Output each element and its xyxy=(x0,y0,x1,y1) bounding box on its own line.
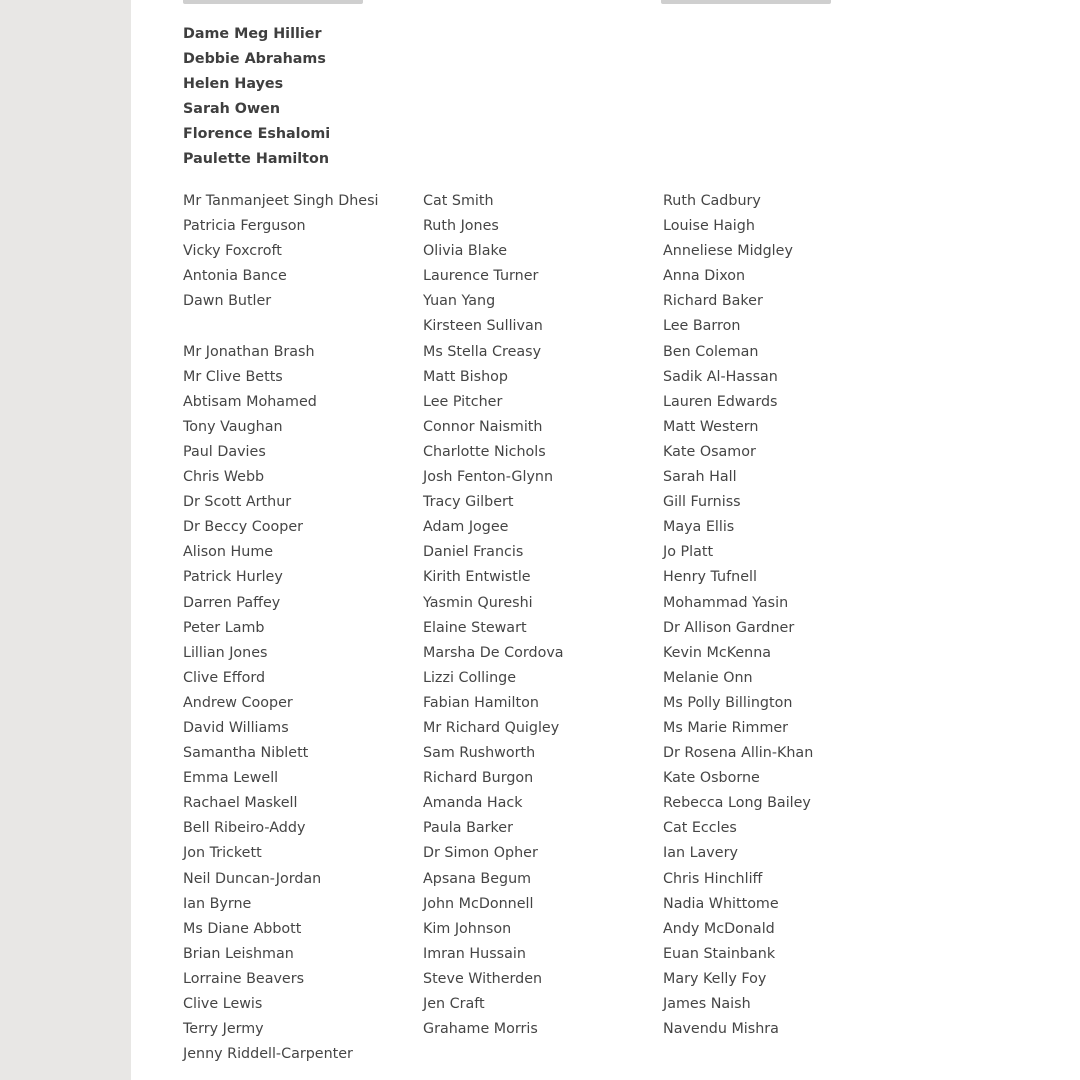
supporter-name: Dr Rosena Allin-Khan xyxy=(663,745,814,762)
supporter-name: Patrick Hurley xyxy=(183,569,283,586)
supporter-name: Louise Haigh xyxy=(663,218,755,235)
supporter-name: Ian Byrne xyxy=(183,895,252,912)
supporter-name: Lee Pitcher xyxy=(423,393,503,410)
supporter-name: Emma Lewell xyxy=(183,770,279,787)
supporter-name: Kate Osborne xyxy=(663,770,760,787)
sponsor-name: Helen Hayes xyxy=(183,76,284,93)
supporter-name: Euan Stainbank xyxy=(663,945,776,962)
supporter-column-2 xyxy=(423,189,653,1042)
left-margin-panel xyxy=(0,0,131,1080)
supporter-name: John McDonnell xyxy=(423,895,534,912)
supporter-name: Imran Hussain xyxy=(423,945,526,962)
supporter-name: Marsha De Cordova xyxy=(423,644,564,661)
supporter-name: Bell Ribeiro-Addy xyxy=(183,820,306,837)
supporter-name: Mohammad Yasin xyxy=(663,594,789,611)
supporter-name: Clive Efford xyxy=(183,669,266,686)
supporter-name: Lee Barron xyxy=(663,318,741,335)
sponsor-list xyxy=(183,22,330,173)
supporter-name: Andy McDonald xyxy=(663,920,775,937)
supporter-name: Matt Bishop xyxy=(423,368,508,385)
supporter-name: Dawn Butler xyxy=(183,293,272,310)
clipped-top-line-right xyxy=(661,0,831,4)
supporter-name: Cat Eccles xyxy=(663,820,737,837)
supporter-name: Tony Vaughan xyxy=(183,418,283,435)
supporter-name: Navendu Mishra xyxy=(663,1021,779,1038)
supporter-name: Andrew Cooper xyxy=(183,694,293,711)
supporter-name: Terry Jermy xyxy=(183,1021,264,1038)
supporter-name: Rebecca Long Bailey xyxy=(663,795,811,812)
supporter-name: Melanie Onn xyxy=(663,669,753,686)
supporter-name: Sam Rushworth xyxy=(423,745,536,762)
supporter-name: David Williams xyxy=(183,719,289,736)
supporter-name: Steve Witherden xyxy=(423,970,543,987)
supporter-name: Paul Davies xyxy=(183,443,266,460)
sponsor-name: Florence Eshalomi xyxy=(183,126,331,143)
supporter-name: Josh Fenton-Glynn xyxy=(423,469,554,486)
clipped-top-line-left xyxy=(183,0,363,4)
supporter-name: Mr Jonathan Brash xyxy=(183,343,315,360)
supporter-name: Sadik Al-Hassan xyxy=(663,368,778,385)
supporter-name: Clive Lewis xyxy=(183,996,263,1012)
supporter-name: Lillian Jones xyxy=(183,644,268,661)
supporter-name: Alison Hume xyxy=(183,544,274,561)
supporter-name: Ms Polly Billington xyxy=(663,694,793,711)
supporter-name: Charlotte Nichols xyxy=(423,443,546,460)
supporter-name: Kate Osamor xyxy=(663,443,756,460)
supporter-name: Elaine Stewart xyxy=(423,619,527,636)
supporter-name: Mr Clive Betts xyxy=(183,368,283,385)
supporter-name: Daniel Francis xyxy=(423,544,524,561)
supporter-name: Apsana Begum xyxy=(423,870,532,887)
supporter-name: Vicky Foxcroft xyxy=(183,243,282,260)
supporter-name: Yasmin Qureshi xyxy=(423,594,533,611)
supporter-column-1 xyxy=(183,189,413,1067)
supporter-name: Antonia Bance xyxy=(183,268,287,285)
document-page xyxy=(131,0,1080,1080)
supporter-name: Ben Coleman xyxy=(663,343,759,360)
supporter-name: Chris Hinchliff xyxy=(663,870,763,887)
supporter-name: Jo Platt xyxy=(663,544,714,561)
supporter-name: Abtisam Mohamed xyxy=(183,393,317,410)
supporter-name: Richard Baker xyxy=(663,293,763,310)
supporter-name: Kirith Entwistle xyxy=(423,569,531,586)
supporter-name: James Naish xyxy=(663,996,751,1012)
supporter-name: Jenny Riddell-Carpenter xyxy=(183,1046,353,1063)
sponsor-name: Sarah Owen xyxy=(183,101,281,118)
supporter-name: Sarah Hall xyxy=(663,469,737,486)
supporter-name: Ruth Cadbury xyxy=(663,193,761,209)
supporter-name: Patricia Ferguson xyxy=(183,218,306,235)
supporter-name: Dr Beccy Cooper xyxy=(183,519,303,536)
supporter-name: Maya Ellis xyxy=(663,519,735,536)
supporter-name: Laurence Turner xyxy=(423,268,539,285)
supporter-name: Olivia Blake xyxy=(423,243,508,260)
supporter-name: Mary Kelly Foy xyxy=(663,970,767,987)
supporter-name: Dr Simon Opher xyxy=(423,845,538,862)
supporter-name: Ian Lavery xyxy=(663,845,738,862)
supporter-name: Lauren Edwards xyxy=(663,393,778,410)
supporter-name: Grahame Morris xyxy=(423,1021,538,1038)
supporter-name: Tracy Gilbert xyxy=(423,494,514,511)
supporter-name: Kirsteen Sullivan xyxy=(423,318,543,335)
supporter-name: Connor Naismith xyxy=(423,418,543,435)
supporter-name: Fabian Hamilton xyxy=(423,694,539,711)
supporter-name: Cat Smith xyxy=(423,193,494,209)
group-spacer xyxy=(183,314,413,339)
supporter-name: Dr Scott Arthur xyxy=(183,494,292,511)
supporter-name: Peter Lamb xyxy=(183,619,265,636)
supporter-name: Ms Stella Creasy xyxy=(423,343,542,360)
supporter-name: Mr Tanmanjeet Singh Dhesi xyxy=(183,193,379,209)
supporter-name: Nadia Whittome xyxy=(663,895,779,912)
supporter-name: Samantha Niblett xyxy=(183,745,309,762)
supporter-name: Paula Barker xyxy=(423,820,513,837)
supporter-name: Ms Marie Rimmer xyxy=(663,719,789,736)
supporter-name: Darren Paffey xyxy=(183,594,281,611)
supporter-name: Rachael Maskell xyxy=(183,795,298,812)
supporter-name: Neil Duncan-Jordan xyxy=(183,870,322,887)
supporter-name: Yuan Yang xyxy=(423,293,496,310)
supporter-name: Kim Johnson xyxy=(423,920,512,937)
supporter-name: Lorraine Beavers xyxy=(183,970,305,987)
supporter-name: Ms Diane Abbott xyxy=(183,920,302,937)
supporter-name: Mr Richard Quigley xyxy=(423,719,560,736)
sponsor-name: Paulette Hamilton xyxy=(183,151,330,168)
supporter-name: Richard Burgon xyxy=(423,770,534,787)
sponsor-name: Dame Meg Hillier xyxy=(183,26,322,42)
supporter-name: Gill Furniss xyxy=(663,494,741,511)
supporter-name: Anna Dixon xyxy=(663,268,746,285)
supporter-column-3 xyxy=(663,189,893,1042)
supporter-name: Brian Leishman xyxy=(183,945,294,962)
supporter-name: Chris Webb xyxy=(183,469,265,486)
supporter-name: Jon Trickett xyxy=(183,845,262,862)
supporter-name: Amanda Hack xyxy=(423,795,523,812)
supporter-name: Ruth Jones xyxy=(423,218,499,235)
supporter-name: Dr Allison Gardner xyxy=(663,619,795,636)
supporter-name: Kevin McKenna xyxy=(663,644,772,661)
supporter-name: Lizzi Collinge xyxy=(423,669,517,686)
sponsor-name: Debbie Abrahams xyxy=(183,51,326,68)
supporter-name: Jen Craft xyxy=(423,996,485,1012)
supporter-name: Anneliese Midgley xyxy=(663,243,793,260)
supporter-name: Henry Tufnell xyxy=(663,569,757,586)
supporter-name: Adam Jogee xyxy=(423,519,509,536)
supporter-name: Matt Western xyxy=(663,418,759,435)
